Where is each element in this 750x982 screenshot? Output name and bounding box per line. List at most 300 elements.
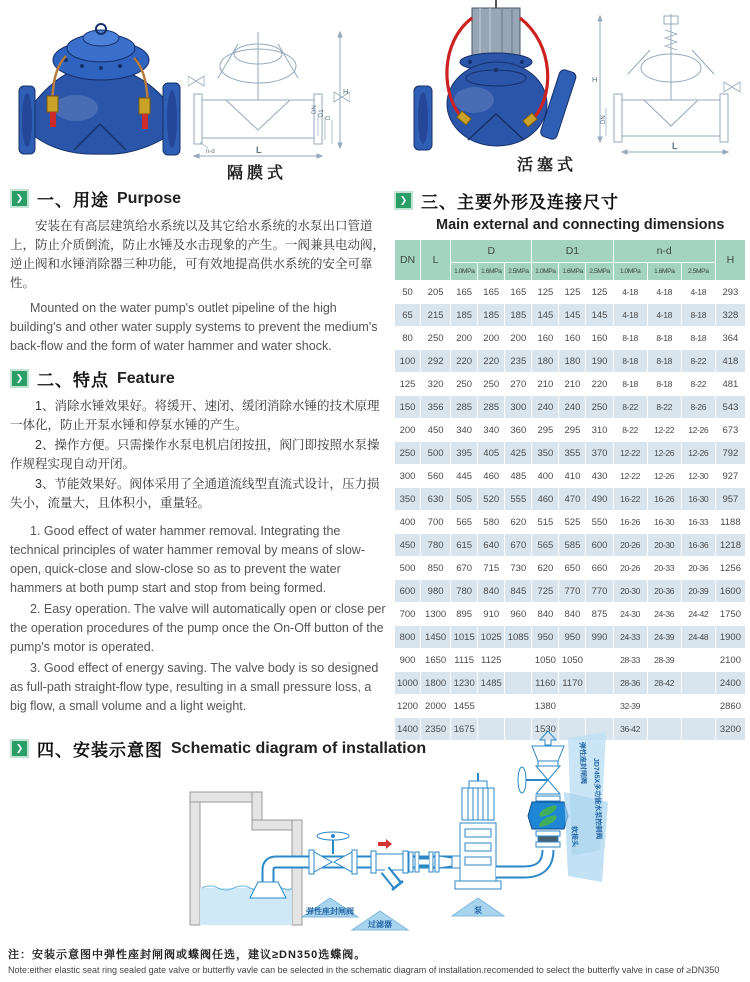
purpose-text-en: Mounted on the water pump's outlet pipeline of the high building's and other water supply systems to prevent the medium's back-flow and the form of water hammer and water shock. — [10, 301, 378, 353]
feature-title-en: Feature — [117, 369, 175, 387]
table-cell: 240 — [532, 396, 559, 419]
feature-en-3: 3. Good effect of energy saving. The valve body is so designed as full-path straight-flow type, resulting in a small pressure loss, a big flow, a small volume and a light weight. — [10, 661, 379, 713]
table-cell: 80 — [395, 327, 421, 350]
table-cell: 3200 — [715, 718, 745, 741]
table-row — [395, 373, 746, 396]
table-cell: 580 — [478, 511, 505, 534]
table-cell: 125 — [586, 281, 613, 304]
dim-label-d1: D1 — [319, 109, 325, 117]
table-cell: 1050 — [532, 649, 559, 672]
table-cell: 340 — [478, 419, 505, 442]
label-strainer: 过滤器 — [368, 920, 392, 929]
purpose-title-zh: 一、用途 — [37, 191, 109, 210]
table-cell: 295 — [559, 419, 586, 442]
col-pressure: 1.6MPa — [647, 263, 681, 281]
table-cell — [586, 695, 613, 718]
table-cell: 957 — [715, 488, 745, 511]
table-cell: 990 — [586, 626, 613, 649]
table-cell: 145 — [586, 304, 613, 327]
table-cell: 470 — [559, 488, 586, 511]
table-cell: 145 — [532, 304, 559, 327]
table-row — [395, 511, 746, 534]
table-cell: 24-30 — [613, 603, 647, 626]
table-cell: 395 — [451, 442, 478, 465]
table-cell: 250 — [395, 442, 421, 465]
label-gate-valve-right: 弹性座封闸阀 — [578, 741, 587, 785]
table-cell: 960 — [505, 603, 532, 626]
table-cell: 8-26 — [681, 396, 715, 419]
table-cell: 2000 — [421, 695, 451, 718]
col-dn: DN — [395, 240, 421, 281]
table-row — [395, 695, 746, 718]
table-cell: 270 — [505, 373, 532, 396]
table-cell: 1160 — [532, 672, 559, 695]
table-cell: 840 — [532, 603, 559, 626]
table-cell: 12-22 — [613, 465, 647, 488]
table-cell: 780 — [421, 534, 451, 557]
col-pressure: 1.6MPa — [478, 263, 505, 281]
table-cell: 165 — [451, 281, 478, 304]
table-cell: 180 — [559, 350, 586, 373]
feature-zh-3: 3、节能效果好。阀体采用了全通道流线型直流式设计，压力损失小，流量大，且体积小，重量轻。 — [10, 477, 380, 510]
table-cell: 210 — [532, 373, 559, 396]
table-cell: 20-36 — [647, 580, 681, 603]
table-cell: 620 — [505, 511, 532, 534]
dim-label-nd: n-d — [206, 149, 215, 155]
table-row — [395, 442, 746, 465]
table-cell: 355 — [559, 442, 586, 465]
table-cell: 28-39 — [647, 649, 681, 672]
installation-title-zh: 四、安装示意图 — [37, 741, 163, 760]
table-cell: 8-18 — [647, 327, 681, 350]
table-cell: 160 — [586, 327, 613, 350]
col-pressure: 1.0MPa — [613, 263, 647, 281]
table-cell: 1400 — [395, 718, 421, 741]
footnote — [8, 946, 746, 975]
table-cell: 200 — [451, 327, 478, 350]
col-pressure: 2.5MPa — [681, 263, 715, 281]
col-l: L — [421, 240, 451, 281]
table-cell: 16-30 — [647, 511, 681, 534]
table-cell: 1650 — [421, 649, 451, 672]
table-cell: 235 — [505, 350, 532, 373]
table-row — [395, 350, 746, 373]
table-cell: 555 — [505, 488, 532, 511]
table-cell: 8-22 — [681, 350, 715, 373]
table-cell: 20-30 — [647, 534, 681, 557]
table-cell: 328 — [715, 304, 745, 327]
table-cell: 24-33 — [613, 626, 647, 649]
table-cell: 1015 — [451, 626, 478, 649]
table-cell: 565 — [532, 534, 559, 557]
table-cell: 1218 — [715, 534, 745, 557]
table-cell: 4-18 — [647, 304, 681, 327]
table-cell: 16-33 — [681, 511, 715, 534]
dimensions-table — [394, 239, 746, 741]
table-cell: 12-26 — [647, 442, 681, 465]
table-cell: 200 — [395, 419, 421, 442]
table-row — [395, 465, 746, 488]
col-nd: n-d — [613, 240, 715, 263]
flow-arrow — [378, 839, 392, 849]
table-cell: 310 — [586, 419, 613, 442]
table-cell: 600 — [395, 580, 421, 603]
label-pump: 泵 — [474, 906, 482, 915]
table-cell: 950 — [532, 626, 559, 649]
table-cell: 565 — [451, 511, 478, 534]
diaphragm-valve-photo — [16, 8, 184, 160]
table-cell: 660 — [586, 557, 613, 580]
dim-label-l: L — [256, 145, 262, 155]
section-marker-icon: ❯ — [10, 189, 29, 208]
table-cell: 8-22 — [613, 419, 647, 442]
handwheel-icon — [518, 767, 526, 793]
table-cell: 445 — [451, 465, 478, 488]
table-cell: 364 — [715, 327, 745, 350]
col-pressure: 1.0MPa — [451, 263, 478, 281]
table-cell: 24-36 — [647, 603, 681, 626]
section-header-feature — [10, 366, 390, 391]
table-cell: 350 — [532, 442, 559, 465]
table-cell: 185 — [478, 304, 505, 327]
table-cell: 293 — [715, 281, 745, 304]
table-cell: 12-30 — [681, 465, 715, 488]
table-cell: 24-39 — [647, 626, 681, 649]
table-cell: 205 — [421, 281, 451, 304]
table-cell: 900 — [395, 649, 421, 672]
table-cell: 1025 — [478, 626, 505, 649]
col-pressure: 2.5MPa — [586, 263, 613, 281]
section-marker-icon: ❯ — [394, 191, 413, 210]
table-cell: 950 — [559, 626, 586, 649]
table-cell: 285 — [478, 396, 505, 419]
table-cell: 405 — [478, 442, 505, 465]
table-cell: 500 — [421, 442, 451, 465]
table-cell: 250 — [586, 396, 613, 419]
dimensions-title-en: Main external and connecting dimensions — [436, 217, 725, 233]
table-cell: 8-22 — [647, 396, 681, 419]
table-cell: 1050 — [559, 649, 586, 672]
table-cell: 16-22 — [613, 488, 647, 511]
table-cell: 8-18 — [613, 327, 647, 350]
label-gate-valve: 弹性座封闸阀 — [306, 907, 354, 916]
table-cell: 2860 — [715, 695, 745, 718]
table-cell: 285 — [451, 396, 478, 419]
table-cell: 20-33 — [647, 557, 681, 580]
footnote-zh: 注：安装示意图中弹性座封闸阀或蝶阀任选，建议≥DN350选蝶阀。 — [8, 949, 367, 961]
table-cell: 770 — [586, 580, 613, 603]
table-cell: 150 — [395, 396, 421, 419]
table-cell: 615 — [451, 534, 478, 557]
table-cell: 20-36 — [681, 557, 715, 580]
table-cell: 185 — [505, 304, 532, 327]
table-cell: 28-36 — [613, 672, 647, 695]
table-cell: 24-42 — [681, 603, 715, 626]
table-cell: 12-26 — [647, 465, 681, 488]
table-cell: 12-22 — [613, 442, 647, 465]
table-cell: 160 — [532, 327, 559, 350]
table-cell: 20-30 — [613, 580, 647, 603]
table-cell — [505, 695, 532, 718]
table-cell: 670 — [451, 557, 478, 580]
table-cell: 1800 — [421, 672, 451, 695]
table-cell: 12-26 — [681, 419, 715, 442]
table-row — [395, 672, 746, 695]
table-cell: 1600 — [715, 580, 745, 603]
table-cell: 600 — [586, 534, 613, 557]
table-cell: 650 — [559, 557, 586, 580]
table-cell: 1675 — [451, 718, 478, 741]
table-cell: 125 — [395, 373, 421, 396]
table-cell: 725 — [532, 580, 559, 603]
purpose-title-en: Purpose — [117, 189, 182, 207]
table-cell: 400 — [395, 511, 421, 534]
piston-valve-drawing — [592, 10, 744, 160]
table-cell: 585 — [559, 534, 586, 557]
table-cell — [505, 672, 532, 695]
section-marker-icon: ❯ — [10, 369, 29, 388]
table-cell — [586, 672, 613, 695]
table-cell: 24-48 — [681, 626, 715, 649]
table-cell: 460 — [532, 488, 559, 511]
section-header-installation — [10, 736, 650, 767]
table-cell — [586, 649, 613, 672]
table-cell: 356 — [421, 396, 451, 419]
table-cell: 1115 — [451, 649, 478, 672]
table-cell: 125 — [559, 281, 586, 304]
installation-title-en: Schematic diagram of installation — [171, 739, 427, 757]
table-cell: 4-18 — [613, 304, 647, 327]
table-cell: 430 — [586, 465, 613, 488]
feature-zh-2: 2、操作方便。只需操作水泵电机启闭按扭，阀门即按照水泵操作规程实现自动开闭。 — [10, 438, 380, 471]
table-cell: 4-18 — [613, 281, 647, 304]
table-cell: 543 — [715, 396, 745, 419]
table-cell: 8-18 — [681, 327, 715, 350]
table-cell: 560 — [421, 465, 451, 488]
table-cell: 240 — [559, 396, 586, 419]
dim-label-dn2: DN — [601, 115, 607, 124]
table-cell — [681, 695, 715, 718]
table-header — [395, 240, 746, 281]
table-cell: 895 — [451, 603, 478, 626]
table-cell: 8-18 — [613, 350, 647, 373]
table-row — [395, 603, 746, 626]
table-cell: 8-22 — [681, 373, 715, 396]
table-cell: 481 — [715, 373, 745, 396]
table-cell — [681, 649, 715, 672]
table-cell: 200 — [478, 327, 505, 350]
table-cell: 700 — [395, 603, 421, 626]
table-cell: 1256 — [715, 557, 745, 580]
table-cell: 640 — [478, 534, 505, 557]
table-cell: 210 — [559, 373, 586, 396]
table-cell: 16-26 — [613, 511, 647, 534]
table-row — [395, 557, 746, 580]
table-cell: 190 — [586, 350, 613, 373]
col-pressure: 1.0MPa — [532, 263, 559, 281]
feature-en-2: 2. Easy operation. The valve will automatically open or close per the operation procedures of the pump once the On-Off button of the pump's motor is operated. — [10, 602, 386, 654]
table-cell: 845 — [505, 580, 532, 603]
table-cell: 8-18 — [613, 373, 647, 396]
table-cell: 1450 — [421, 626, 451, 649]
table-cell: 505 — [451, 488, 478, 511]
dim-label-h: H — [343, 87, 349, 96]
table-cell: 165 — [505, 281, 532, 304]
table-row — [395, 419, 746, 442]
top-illustrations — [0, 0, 750, 186]
purpose-text-zh: 安装在有高层建筑给水系统以及其它给水系统的水泵出口管道上，防止介质倒流，防止水锤及水击现象的产生。一阀兼具电动阀，逆止阀和水锤消除器三种功能，可有效地提高供水系统的安全可靠性。 — [10, 219, 386, 290]
section-header-dimensions — [394, 188, 748, 213]
table-cell: 630 — [421, 488, 451, 511]
table-row — [395, 281, 746, 304]
pump-symbol — [452, 773, 501, 889]
table-cell: 780 — [451, 580, 478, 603]
table-cell: 28-42 — [647, 672, 681, 695]
table-cell: 12-22 — [647, 419, 681, 442]
table-row — [395, 534, 746, 557]
table-cell: 200 — [505, 327, 532, 350]
soft-joint-symbol — [538, 836, 558, 842]
table-cell: 32-39 — [613, 695, 647, 718]
table-cell — [478, 695, 505, 718]
table-cell: 460 — [478, 465, 505, 488]
table-cell: 1230 — [451, 672, 478, 695]
table-cell: 450 — [395, 534, 421, 557]
table-cell: 36-42 — [613, 718, 647, 741]
table-cell: 1170 — [559, 672, 586, 695]
table-row — [395, 580, 746, 603]
table-cell: 250 — [478, 373, 505, 396]
table-cell: 220 — [586, 373, 613, 396]
diaphragm-valve-drawing — [188, 18, 350, 164]
table-cell: 730 — [505, 557, 532, 580]
table-cell: 20-39 — [681, 580, 715, 603]
table-cell: 1530 — [532, 718, 559, 741]
strainer-symbol — [371, 839, 408, 890]
table-cell: 1000 — [395, 672, 421, 695]
table-cell: 250 — [451, 373, 478, 396]
piston-valve-photo — [412, 0, 582, 160]
table-cell: 145 — [559, 304, 586, 327]
dimensions-table-body — [395, 281, 746, 741]
table-cell: 340 — [451, 419, 478, 442]
table-cell: 12-26 — [681, 442, 715, 465]
table-cell: 1750 — [715, 603, 745, 626]
table-cell: 4-18 — [647, 281, 681, 304]
table-cell: 1455 — [451, 695, 478, 718]
table-cell: 525 — [559, 511, 586, 534]
table-cell: 28-33 — [613, 649, 647, 672]
dim-label-dn: DN — [312, 105, 318, 114]
table-row — [395, 396, 746, 419]
table-cell: 400 — [532, 465, 559, 488]
table-cell: 875 — [586, 603, 613, 626]
feature-en-1: 1. Good effect of water hammer removal. Integrating the technical principles of water hammer removal by means of slow-open, quick-close and slow-close so as to prevent the water hammers at both pump start and stop from being formed. — [10, 524, 365, 595]
table-cell: 295 — [532, 419, 559, 442]
table-cell: 350 — [395, 488, 421, 511]
table-cell: 800 — [395, 626, 421, 649]
piston-caption: 活塞式 — [516, 157, 577, 174]
table-cell: 8-18 — [647, 350, 681, 373]
label-soft-joint: 软接头 — [570, 825, 578, 848]
table-cell — [559, 695, 586, 718]
feature-title-zh: 二、特点 — [37, 371, 109, 390]
table-cell: 550 — [586, 511, 613, 534]
table-cell: 910 — [478, 603, 505, 626]
table-cell: 840 — [478, 580, 505, 603]
table-cell: 1085 — [505, 626, 532, 649]
table-cell: 1188 — [715, 511, 745, 534]
table-cell: 160 — [559, 327, 586, 350]
dimensions-title-zh: 三、主要外形及连接尺寸 — [421, 193, 619, 212]
table-cell: 520 — [478, 488, 505, 511]
table-cell: 515 — [532, 511, 559, 534]
col-h: H — [715, 240, 745, 281]
table-row — [395, 304, 746, 327]
table-cell: 4-18 — [681, 281, 715, 304]
table-cell: 16-30 — [681, 488, 715, 511]
dim-label-d: D — [326, 115, 332, 120]
table-cell: 1485 — [478, 672, 505, 695]
table-cell: 1125 — [478, 649, 505, 672]
table-cell: 792 — [715, 442, 745, 465]
table-cell — [505, 649, 532, 672]
table-cell: 65 — [395, 304, 421, 327]
table-cell: 220 — [478, 350, 505, 373]
table-cell: 715 — [478, 557, 505, 580]
table-cell: 20-26 — [613, 534, 647, 557]
table-cell: 490 — [586, 488, 613, 511]
table-cell: 1380 — [532, 695, 559, 718]
footnote-en: Note:either elastic seat ring sealed gate valve or butterfly vavle can be selected in the schematic diagram of installation.recomended to select the butterfly valve in case of ≥DN350 — [8, 965, 720, 975]
table-cell: 1200 — [395, 695, 421, 718]
table-cell: 980 — [421, 580, 451, 603]
table-row — [395, 626, 746, 649]
table-cell: 418 — [715, 350, 745, 373]
section-header-purpose — [10, 186, 390, 211]
table-cell: 2350 — [421, 718, 451, 741]
table-cell: 927 — [715, 465, 745, 488]
col-pressure: 1.6MPa — [559, 263, 586, 281]
right-column — [394, 188, 748, 741]
table-cell: 360 — [505, 419, 532, 442]
table-row — [395, 488, 746, 511]
table-cell: 450 — [421, 419, 451, 442]
table-cell: 700 — [421, 511, 451, 534]
label-control-valve: JD745X多功能水泵控制阀 — [592, 757, 602, 840]
table-cell: 410 — [559, 465, 586, 488]
table-cell: 8-18 — [647, 373, 681, 396]
table-cell: 180 — [532, 350, 559, 373]
table-cell — [681, 672, 715, 695]
table-cell: 165 — [478, 281, 505, 304]
feature-zh-1: 1、消除水锤效果好。将缓开、速闭、缓闭消除水锤的技术原理一体化，防止开泵水锤和停泵水锤的产生。 — [10, 399, 380, 432]
table-cell: 2400 — [715, 672, 745, 695]
table-cell: 8-18 — [681, 304, 715, 327]
table-cell: 2100 — [715, 649, 745, 672]
table-cell: 673 — [715, 419, 745, 442]
bell-mouth — [250, 882, 286, 898]
table-row — [395, 327, 746, 350]
table-cell: 292 — [421, 350, 451, 373]
table-cell: 100 — [395, 350, 421, 373]
table-cell: 500 — [395, 557, 421, 580]
table-row — [395, 649, 746, 672]
table-cell — [647, 695, 681, 718]
table-cell: 250 — [421, 327, 451, 350]
control-valve-symbol — [528, 802, 568, 829]
table-cell: 8-22 — [613, 396, 647, 419]
